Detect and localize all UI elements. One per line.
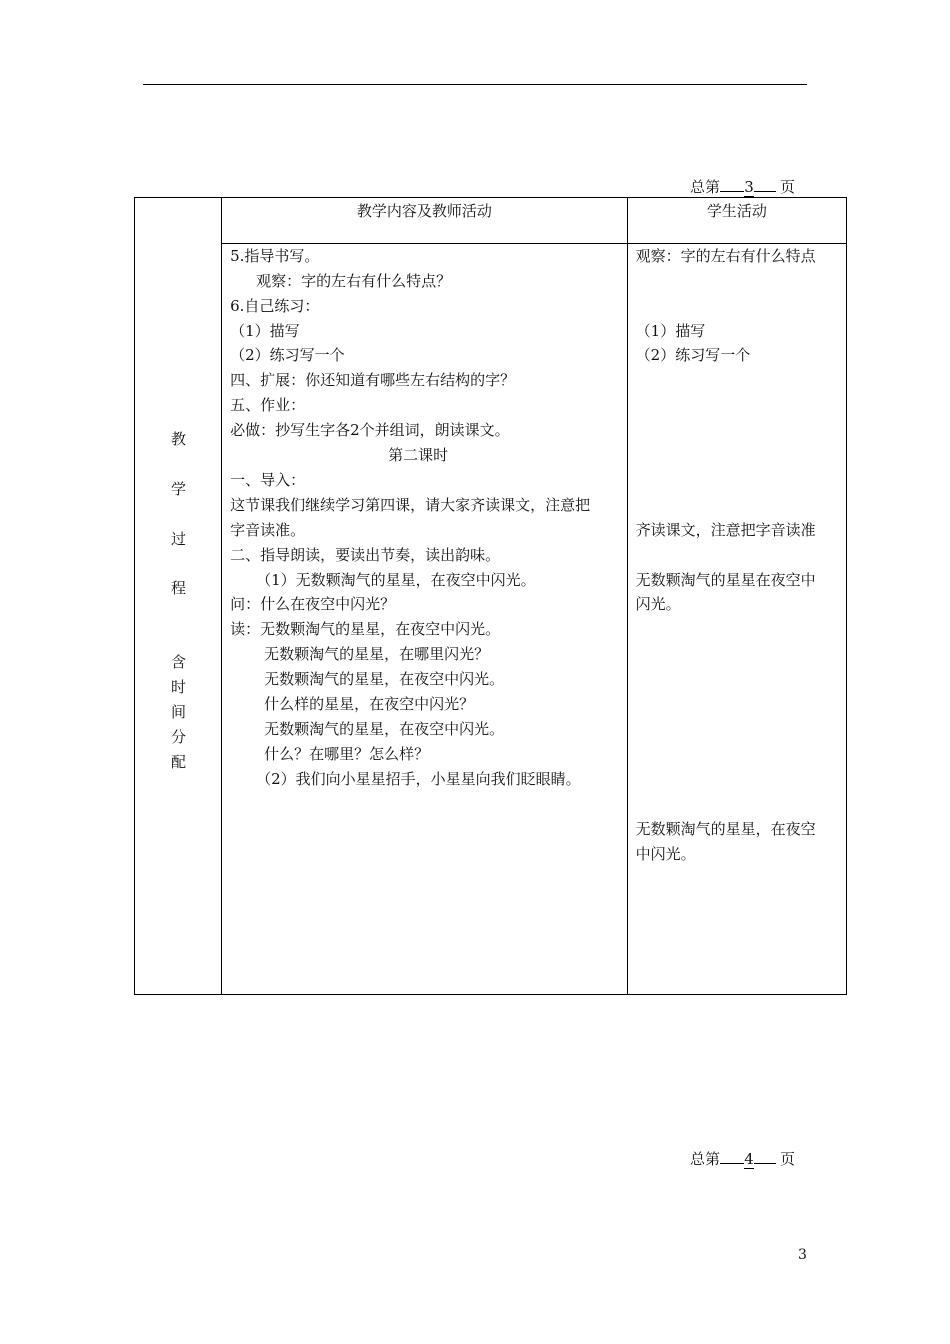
label-char: 程 xyxy=(170,579,186,597)
content-line: 问：什么在夜空中闪光？ xyxy=(230,595,396,613)
content-line: 什么？在哪里？怎么样？ xyxy=(264,745,430,763)
content-line: 二、指导朗读，要读出节奏，读出韵味。 xyxy=(230,546,501,564)
lesson-subtitle: 第二课时 xyxy=(388,446,449,464)
student-line: （1）描写 xyxy=(635,322,706,340)
header-student-activity: 学生活动 xyxy=(627,198,846,244)
student-line: 无数颗淘气的星星在夜空中 xyxy=(635,571,816,589)
student-line: 观察：字的左右有什么特点 xyxy=(635,247,816,265)
teacher-content-cell xyxy=(222,244,628,995)
label-char: 含 xyxy=(170,653,186,671)
content-line: 字音读准。 xyxy=(230,521,306,539)
counter-value: 4 xyxy=(744,1150,754,1168)
label-char: 时 xyxy=(170,678,186,696)
lesson-plan-table xyxy=(134,197,847,995)
content-line: 6.自己练习： xyxy=(230,297,320,315)
content-line: （1）描写 xyxy=(230,322,300,340)
content-line: 必做：抄写生字各2个并组词，朗读课文。 xyxy=(230,421,510,439)
content-line: （2）我们向小星星招手，小星星向我们眨眼睛。 xyxy=(256,770,581,788)
content-line: 5.指导书写。 xyxy=(230,247,320,265)
content-line: 一、导入： xyxy=(230,471,306,489)
label-char: 过 xyxy=(170,530,186,548)
counter-value: 3 xyxy=(744,178,754,196)
content-line: 观察：字的左右有什么特点？ xyxy=(256,272,452,290)
page-counter-top xyxy=(690,176,795,197)
student-line: 中闪光。 xyxy=(635,845,696,863)
student-line: 齐读课文，注意把字音读准 xyxy=(635,521,816,539)
page-counter-bottom xyxy=(690,1148,795,1169)
content-line: 无数颗淘气的星星，在夜空中闪光。 xyxy=(264,670,505,688)
content-line: 这节课我们继续学习第四课，请大家齐读课文，注意把 xyxy=(230,496,591,514)
content-line: 四、扩展：你还知道有哪些左右结构的字？ xyxy=(230,371,516,389)
counter-prefix: 总第 xyxy=(690,1150,721,1168)
student-line: 无数颗淘气的星星，在夜空 xyxy=(635,820,816,838)
counter-suffix: 页 xyxy=(780,1150,796,1168)
content-line: 无数颗淘气的星星，在夜空中闪光。 xyxy=(264,720,505,738)
student-activity-cell xyxy=(627,244,846,995)
content-line: 无数颗淘气的星星，在哪里闪光？ xyxy=(264,645,490,663)
label-char: 配 xyxy=(170,753,186,771)
counter-suffix: 页 xyxy=(780,178,796,196)
label-char: 学 xyxy=(170,480,186,498)
label-char: 间 xyxy=(170,703,186,721)
content-line: （2）练习写一个 xyxy=(230,346,345,364)
student-line: （2）练习写一个 xyxy=(635,346,751,364)
student-line: 闪光。 xyxy=(635,595,681,613)
content-line: 读：无数颗淘气的星星，在夜空中闪光。 xyxy=(230,620,501,638)
label-char: 教 xyxy=(170,430,186,448)
content-line: （1）无数颗淘气的星星，在夜空中闪光。 xyxy=(256,571,536,589)
label-char: 分 xyxy=(170,728,186,746)
header-rule xyxy=(143,84,807,85)
counter-prefix: 总第 xyxy=(690,178,721,196)
footer-page-number: 3 xyxy=(798,1247,807,1263)
process-label-cell xyxy=(135,198,222,995)
content-line: 什么样的星星，在夜空中闪光？ xyxy=(264,695,475,713)
header-teacher-activity: 教学内容及教师活动 xyxy=(222,198,628,244)
content-line: 五、作业： xyxy=(230,396,306,414)
